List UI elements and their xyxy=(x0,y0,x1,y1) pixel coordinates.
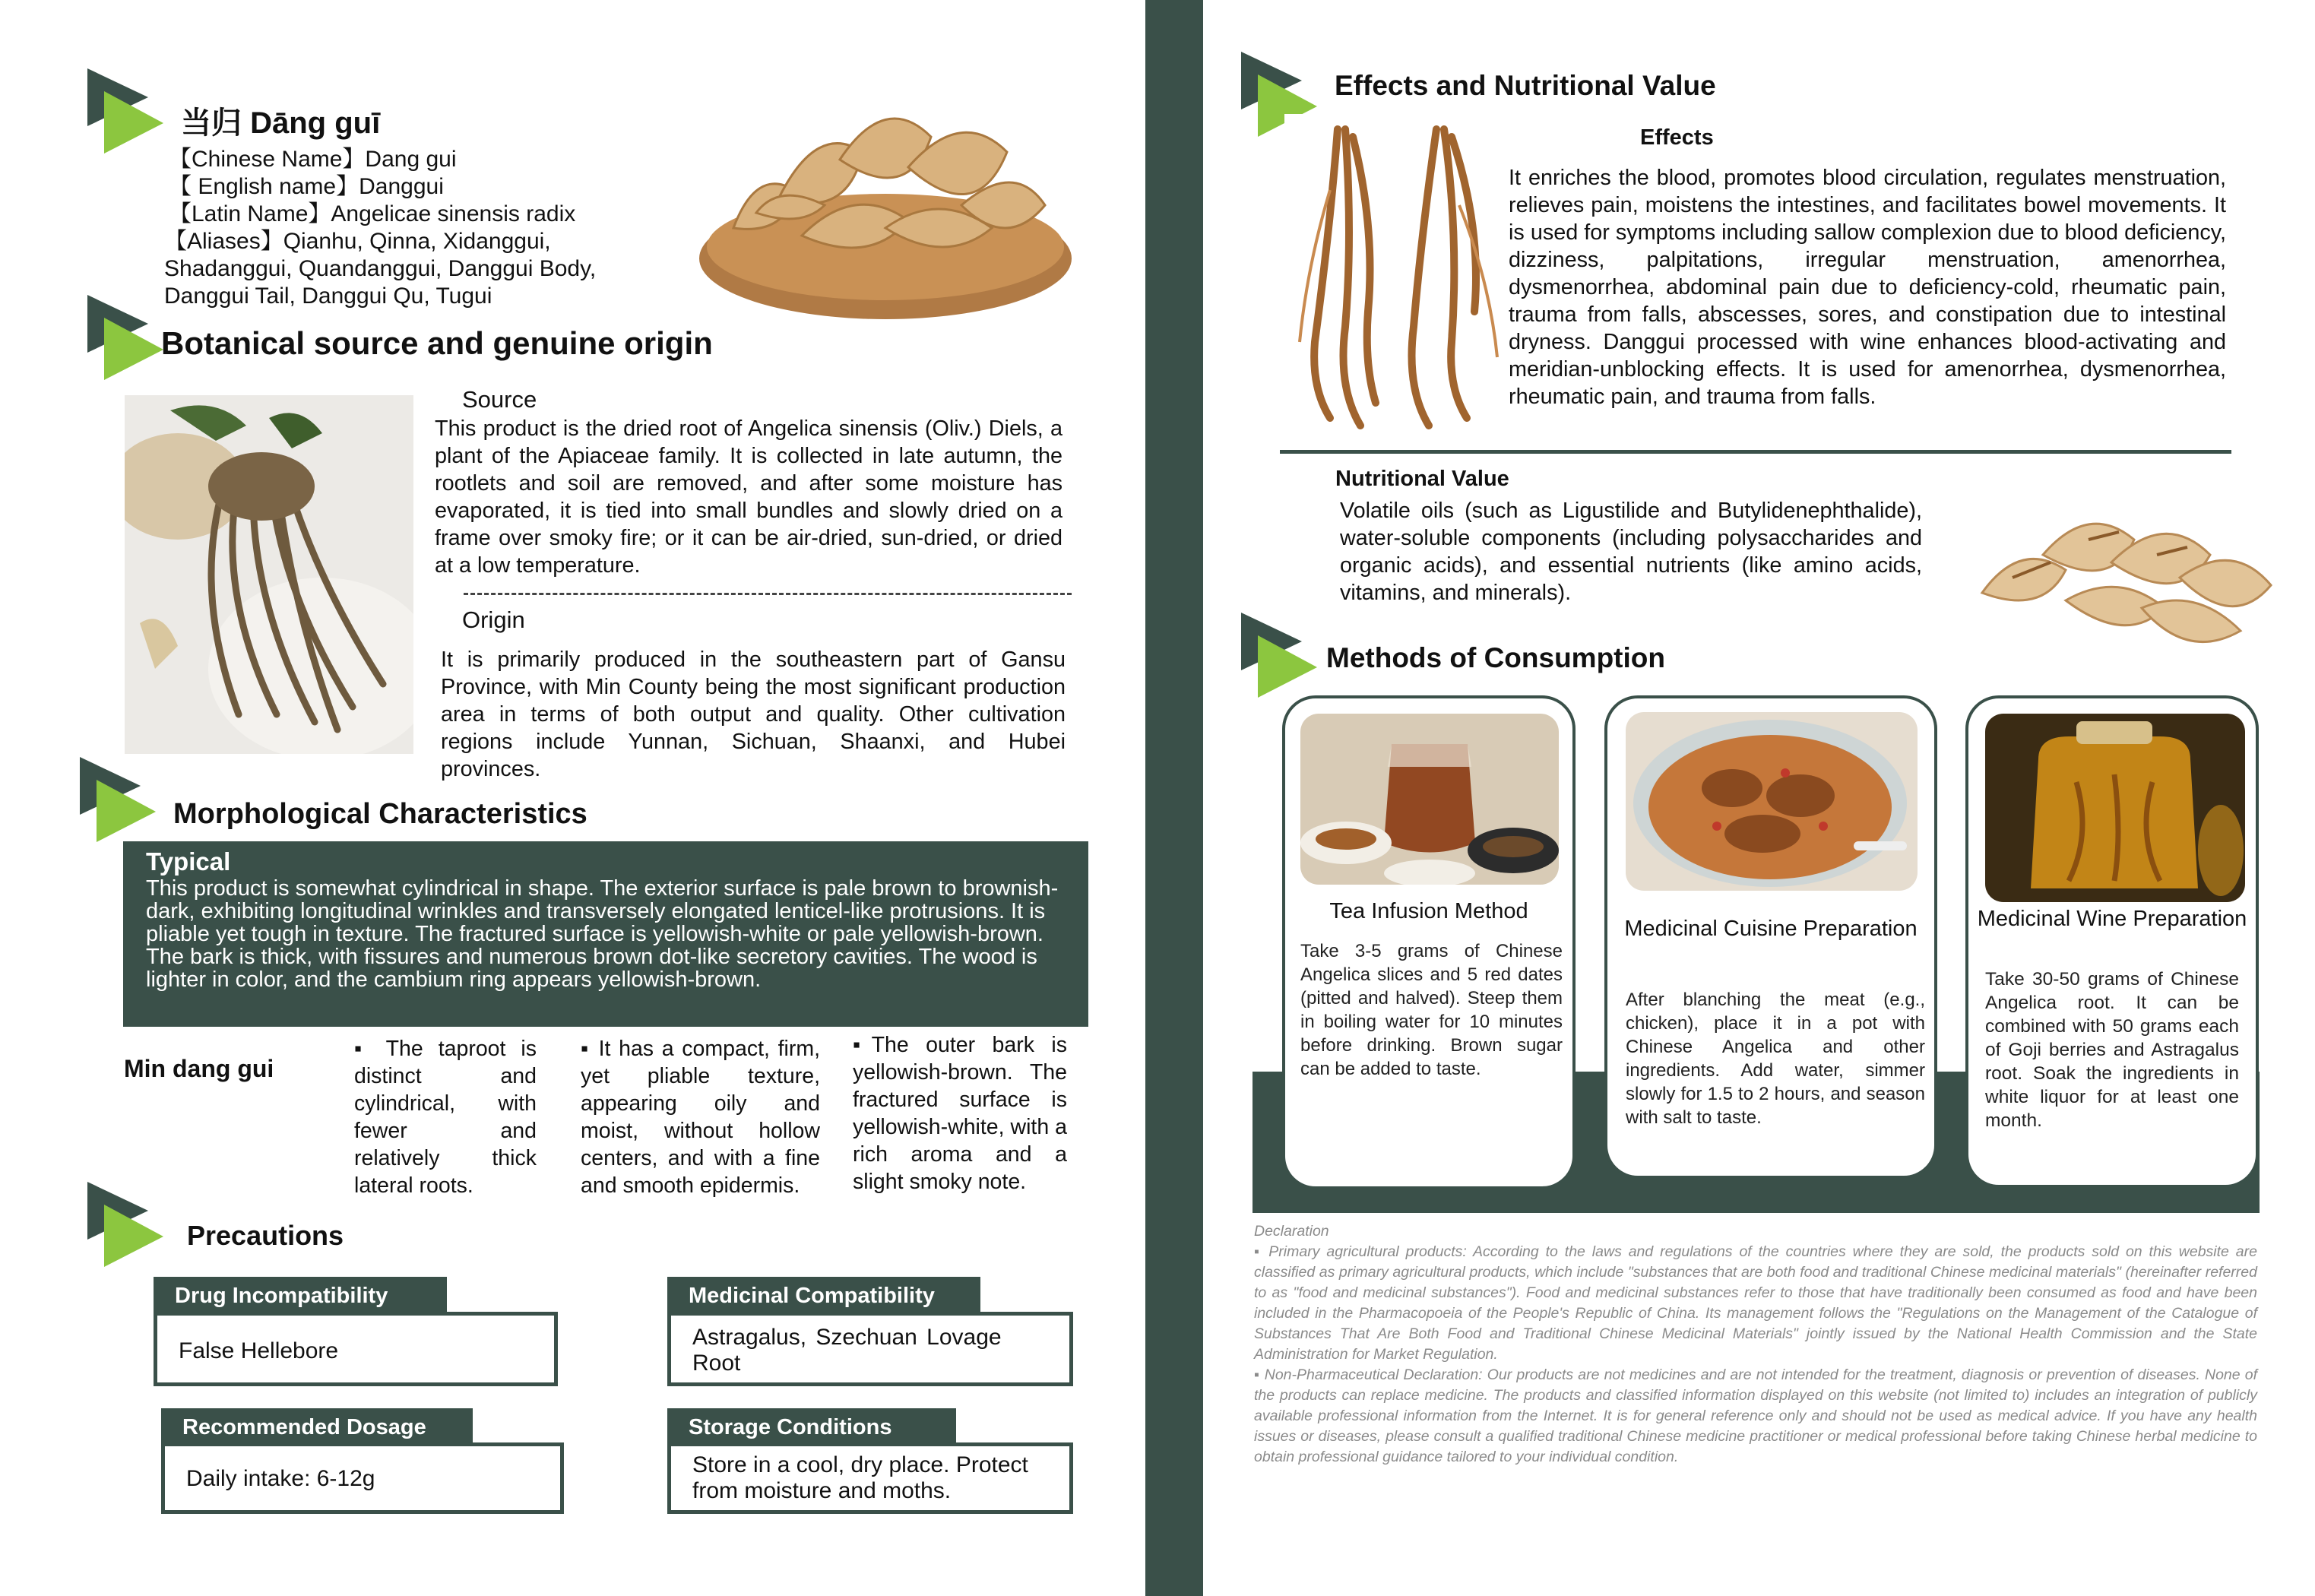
herb-title: 当归 Dāng guī xyxy=(181,106,381,140)
drug-incompat-box xyxy=(154,1312,558,1386)
tea-text: Take 3-5 grams of Chinese Angelica slices and 5 red dates (pitted and halved). Steep them in boiling water for 10 minutes before drinking. Brown sugar can be added to taste. xyxy=(1300,941,1563,1079)
min-point-3: ▪The outer bark is yellowish-brown. The fractured surface is yellowish-white, with a rich aroma and a slight smoky note. xyxy=(853,1033,1067,1194)
min-point-1: ▪ The taproot is distinct and cylindrical, with fewer and relatively thick lateral roots. xyxy=(354,1037,537,1198)
english-name: 【 English name】Danggui xyxy=(169,174,444,199)
cuisine-title: Medicinal Cuisine Preparation xyxy=(1624,917,1918,941)
hanging-roots-image xyxy=(1284,114,1512,441)
dosage-box xyxy=(161,1442,564,1514)
declaration xyxy=(1254,1221,2257,1468)
storage-box xyxy=(667,1442,1073,1514)
precautions-heading: Precautions xyxy=(187,1220,344,1251)
declaration-title: Declaration xyxy=(1254,1223,1329,1240)
latin-name: 【Latin Name】Angelicae sinensis radix xyxy=(169,201,576,226)
section-marker-icon xyxy=(87,295,171,386)
origin-text: It is primarily produced in the southeastern part of Gansu Province, with Min County being the most significant production area in terms of both output and quality. Other cultivation regions include Yunnan, Sichuan, Shaanxi, and Hubei provinces. xyxy=(441,648,1066,781)
wine-title: Medicinal Wine Preparation xyxy=(1977,907,2247,931)
typical-text: This product is somewhat cylindrical in shape. The exterior surface is pale brown to brownish-dark, exhibiting longitudinal wrinkles and transversely elongated lenticel-like protrusions. It is pliable yet tough in texture. The fractured surface is yellowish-white or pale yellowish-brown. The bark is thick, with fissures and numerous brown dot-like secretory cavities. The wood is lighter in color, and the cambium ring appears yellowish-brown. xyxy=(146,876,1059,992)
medicinal-cuisine-image xyxy=(1626,712,1918,891)
effects-divider xyxy=(1280,450,2231,454)
storage-value: Store in a cool, dry place. Protect from moisture and moths. xyxy=(692,1452,1028,1503)
section-marker-icon xyxy=(1241,613,1325,704)
effects-text: It enriches the blood, promotes blood circulation, regulates menstruation, relieves pain, moistens the intestines, and facilitates bowel movements. It is used for symptoms including sallow complexion due to blood deficiency, dizziness, palpitations, irregular menstruation, amenorrhea, dysmenorrhea, abdominal pain due to deficiency-cold, rheumatic pain, trauma from falls, abscesses, sores, and constipation due to intestinal dryness. Danggui processed with wine enhances blood-activating and meridian-unblocking effects. It is used for amenorrhea, dysmenorrhea, rheumatic pain, and trauma from falls. xyxy=(1509,166,2226,409)
dried-slices-bowl-image xyxy=(688,76,1083,327)
effects-heading: Effects and Nutritional Value xyxy=(1335,70,1716,101)
method-card-tea xyxy=(1282,695,1576,1189)
methods-heading: Methods of Consumption xyxy=(1326,642,1665,673)
source-text: This product is the dried root of Angelica sinensis (Oliv.) Diels, a plant of the Apiaceae family. It is collected in late autumn, the rootlets and soil are removed, and after some moisture has evaporated, it is tied into small bundles and slowly dried on a frame over smoky fire; or it can be air-dried, sun-dried, or dried at a low temperature. xyxy=(435,416,1062,578)
medicinal-wine-image xyxy=(1985,714,2245,902)
botanical-heading: Botanical source and genuine origin xyxy=(161,325,713,361)
drug-incompat-value: False Hellebore xyxy=(179,1338,339,1363)
min-dang-gui-label: Min dang gui xyxy=(124,1055,274,1082)
dashed-divider xyxy=(464,593,1072,595)
med-compat-box xyxy=(667,1312,1073,1386)
med-compat-label: Medicinal Compatibility xyxy=(667,1277,980,1315)
dosage-value: Daily intake: 6-12g xyxy=(186,1466,375,1491)
med-compat-value: Astragalus, Szechuan Lovage Root xyxy=(692,1325,1002,1376)
tea-infusion-image xyxy=(1300,714,1559,885)
aliases: 【Aliases】Qianhu, Qinna, Xidanggui, Shadanggui, Quandanggui, Danggui Body, Danggui Tail, Danggui Qu, Tugui xyxy=(164,229,597,309)
typical-box xyxy=(123,841,1088,1027)
morph-heading: Morphological Characteristics xyxy=(173,798,587,830)
drug-incompat-label: Drug Incompatibility xyxy=(154,1277,447,1315)
nutrition-label: Nutritional Value xyxy=(1335,467,1509,491)
typical-label: Typical xyxy=(146,847,231,876)
center-spine xyxy=(1145,0,1203,1596)
source-label: Source xyxy=(462,386,537,413)
section-marker-icon xyxy=(87,1182,171,1273)
nutrition-text: Volatile oils (such as Ligustilide and Butylidenephthalide), water-soluble components (including polysaccharides and organic acids), and essential nutrients (like amino acids, vitamins, and minerals). xyxy=(1340,499,1922,605)
angelica-slices-image xyxy=(1937,456,2310,699)
root-bundle-image xyxy=(125,395,413,754)
section-marker-icon xyxy=(87,68,171,160)
method-card-wine xyxy=(1965,695,2259,1188)
declaration-p2: ▪ Non-Pharmaceutical Declaration: Our products are not medicines and are not intended for the treatment, diagnosis or prevention of diseases. None of the products can replace medicine. The products and classified information displayed on this website (not limited to) includes an integration of publicly available professional information from the Internet. It is for general reference only and should not be used as medical advice. If you have any health issues or diseases, please consult a qualified traditional Chinese medicine practitioner or medical professional before taking Chinese herbal medicine to obtain professional guidance tailored to your individual condition. xyxy=(1254,1366,2257,1465)
cuisine-text: After blanching the meat (e.g., chicken), place it in a pot with Chinese Angelica and other ingredients. Add water, simmer slowly for 1.5 to 2 hours, and season with salt to taste. xyxy=(1626,990,1925,1128)
min-point-2: ▪ It has a compact, firm, yet pliable texture, appearing oily and moist, without hollow centers, and with a fine and smooth epidermis. xyxy=(581,1037,820,1198)
declaration-p1: ▪ Primary agricultural products: According to the laws and regulations of the countries where they are sold, the products sold on this website are classified as primary agricultural products, which include "substances that are both food and traditional Chinese medicinal materials" (hereinafter referred to as "food and medicinal substances"). Food and medicinal substances refer to those that have traditionally been consumed as food and have been included in the Pharmacopoeia of the People's Republic of China. Its management follows the "Regulations on the Management of the Catalogue of Substances That Are Both Food and Traditional Chinese Medicinal Materials" jointly issued by the National Health Commission and the State Administration for Market Regulation. xyxy=(1254,1243,2257,1363)
chinese-name: 【Chinese Name】Dang gui xyxy=(169,147,457,172)
section-marker-icon xyxy=(80,757,163,848)
storage-label: Storage Conditions xyxy=(667,1408,956,1446)
method-card-cuisine xyxy=(1604,695,1937,1179)
wine-text: Take 30-50 grams of Chinese Angelica root. It can be combined with 50 grams each of Goji berries and Astragalus root. Soak the ingredients in white liquor for at least one month. xyxy=(1985,969,2239,1131)
dosage-label: Recommended Dosage xyxy=(161,1408,473,1446)
origin-label: Origin xyxy=(462,606,525,633)
tea-title: Tea Infusion Method xyxy=(1329,899,1528,923)
effects-label: Effects xyxy=(1640,125,1714,150)
